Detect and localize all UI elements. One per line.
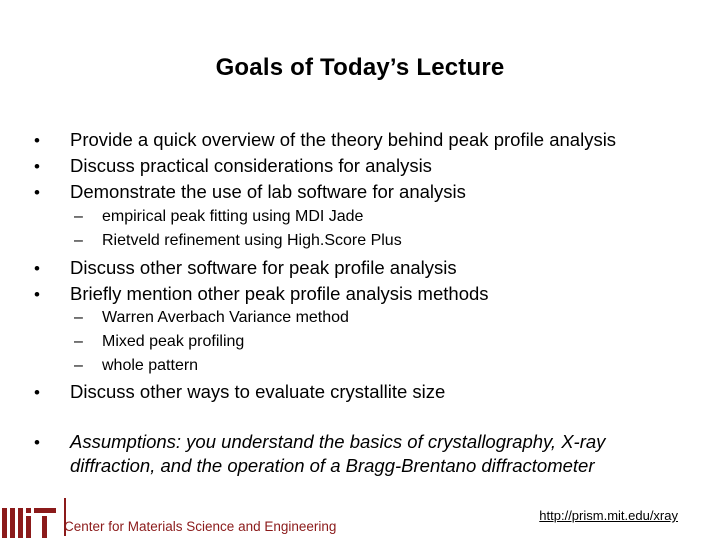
bullet-marker: • bbox=[34, 131, 40, 150]
bullet-item: Discuss practical considerations for analysis bbox=[70, 155, 432, 176]
bullet-marker: • bbox=[34, 383, 40, 402]
bullet-item: Discuss other ways to evaluate crystallite size bbox=[70, 381, 446, 402]
sub-bullet-marker: – bbox=[74, 357, 83, 374]
bullet-marker: • bbox=[34, 183, 40, 202]
sub-bullet-marker: – bbox=[74, 309, 83, 326]
slide-title: Goals of Today’s Lecture bbox=[215, 54, 505, 81]
mit-logo-icon bbox=[0, 500, 60, 540]
bullet-item: Provide a quick overview of the theory behind peak profile analysis bbox=[70, 129, 617, 150]
bullet-item: Demonstrate the use of lab software for analysis bbox=[70, 181, 466, 202]
bullet-marker: • bbox=[34, 259, 40, 278]
sub-bullet-marker: – bbox=[74, 232, 83, 249]
sub-bullet-item: Rietveld refinement using High.Score Plus bbox=[102, 232, 402, 249]
bullet-item-assumptions: Assumptions: you understand the basics of crystallography, X-ray diffraction, and the operation of a Bragg-Brentano diffractometer bbox=[70, 431, 606, 476]
footer-url-link[interactable]: http://prism.mit.edu/xray bbox=[539, 508, 678, 523]
bullet-marker: • bbox=[34, 157, 40, 176]
footer-center-name: Center for Materials Science and Engineering bbox=[64, 519, 337, 534]
bullet-marker: • bbox=[34, 285, 40, 304]
bullet-item: Briefly mention other peak profile analysis methods bbox=[70, 283, 489, 304]
sub-bullet-item: Mixed peak profiling bbox=[102, 333, 245, 350]
sub-bullet-item: empirical peak fitting using MDI Jade bbox=[102, 208, 364, 225]
sub-bullet-marker: – bbox=[74, 208, 83, 225]
bullet-marker: • bbox=[34, 433, 40, 452]
sub-bullet-marker: – bbox=[74, 333, 83, 350]
sub-bullet-item: whole pattern bbox=[102, 357, 199, 374]
bullet-item: Discuss other software for peak profile analysis bbox=[70, 257, 457, 278]
sub-bullet-item: Warren Averbach Variance method bbox=[102, 309, 349, 326]
